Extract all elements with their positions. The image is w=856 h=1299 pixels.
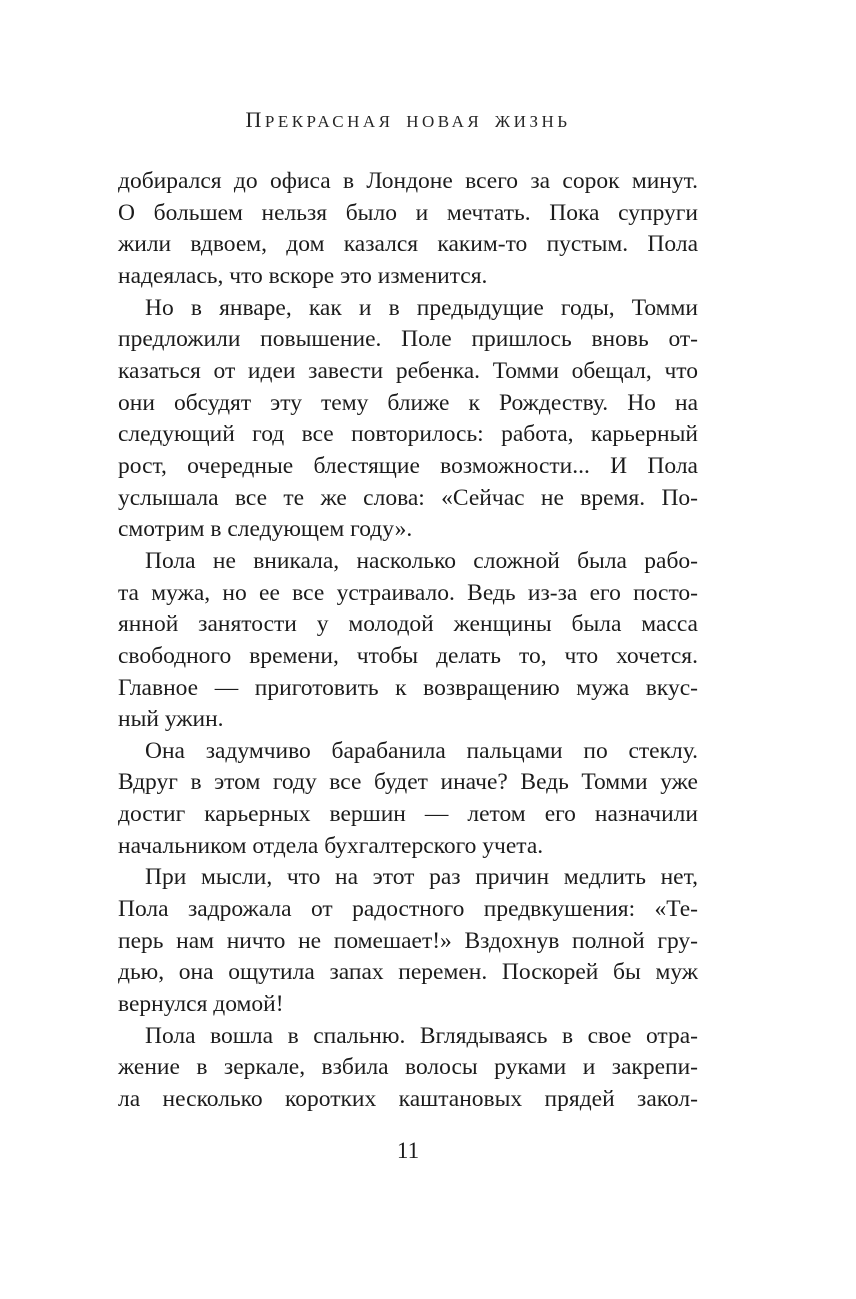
paragraph bbox=[118, 166, 698, 293]
text-line: янной занятости у молодой женщины была масса bbox=[118, 611, 698, 638]
text-line: перь нам ничто не помешает!» Вздохнув полной гру- bbox=[118, 927, 698, 954]
paragraph bbox=[118, 293, 698, 546]
text-line: начальником отдела бухгалтерского учета. bbox=[118, 832, 544, 859]
text-line: вернулся домой! bbox=[118, 991, 284, 1018]
text-line: казаться от идеи завести ребенка. Томми обещал, что bbox=[118, 357, 698, 384]
text-line: Пола вошла в спальню. Вглядываясь в свое отра- bbox=[145, 1022, 698, 1049]
text-line: О большем нельзя было и мечтать. Пока супруги bbox=[118, 199, 698, 226]
text-line: При мысли, что на этот раз причин медлить нет, bbox=[145, 864, 698, 891]
text-line: они обсудят эту тему ближе к Рождеству. Но на bbox=[118, 389, 698, 416]
paragraph bbox=[118, 1021, 698, 1116]
text-line: предложили повышение. Поле пришлось вновь от- bbox=[118, 326, 698, 353]
paragraph bbox=[118, 862, 698, 1020]
text-line: та мужа, но ее все устраивало. Ведь из-за его посто- bbox=[118, 579, 698, 606]
text-line: Она задумчиво барабанила пальцами по стеклу. bbox=[145, 737, 698, 764]
text-line: Пола задрожала от радостного предвкушения: «Те- bbox=[118, 896, 698, 923]
text-line: услышала все те же слова: «Сейчас не время. По- bbox=[118, 484, 698, 511]
paragraph bbox=[118, 546, 698, 736]
text-line: смотрим в следующем году». bbox=[118, 516, 413, 543]
text-line: ный ужин. bbox=[118, 706, 224, 733]
running-header: ПРЕКРАСНАЯ НОВАЯ ЖИЗНЬ bbox=[245, 107, 571, 132]
text-line: жение в зеркале, взбила волосы руками и закрепи- bbox=[118, 1054, 698, 1081]
page-number: 11 bbox=[396, 1138, 420, 1163]
text-line: надеялась, что вскоре это изменится. bbox=[118, 262, 488, 289]
text-line: Пола не вникала, насколько сложной была рабо- bbox=[145, 547, 698, 574]
text-line: Но в январе, как и в предыдущие годы, Томми bbox=[145, 294, 698, 321]
text-line: следующий год все повторилось: работа, карьерный bbox=[118, 421, 698, 448]
text-line: рост, очередные блестящие возможности... И Пола bbox=[118, 452, 698, 479]
text-line: свободного времени, чтобы делать то, что хочется. bbox=[118, 642, 698, 669]
text-line: ла несколько коротких каштановых прядей закол- bbox=[118, 1086, 698, 1113]
paragraph bbox=[118, 736, 698, 863]
text-line: добирался до офиса в Лондоне всего за сорок минут. bbox=[118, 168, 698, 194]
text-line: Главное — приготовить к возвращению мужа вкус- bbox=[118, 674, 698, 701]
text-line: жили вдвоем, дом казался каким-то пустым. Пола bbox=[118, 231, 698, 258]
text-line: дью, она ощутила запах перемен. Поскорей бы муж bbox=[118, 959, 698, 986]
text-line: Вдруг в этом году все будет иначе? Ведь Томми уже bbox=[118, 769, 698, 796]
text-line: достиг карьерных вершин — летом его назначили bbox=[118, 801, 698, 828]
text-block bbox=[118, 166, 698, 1116]
